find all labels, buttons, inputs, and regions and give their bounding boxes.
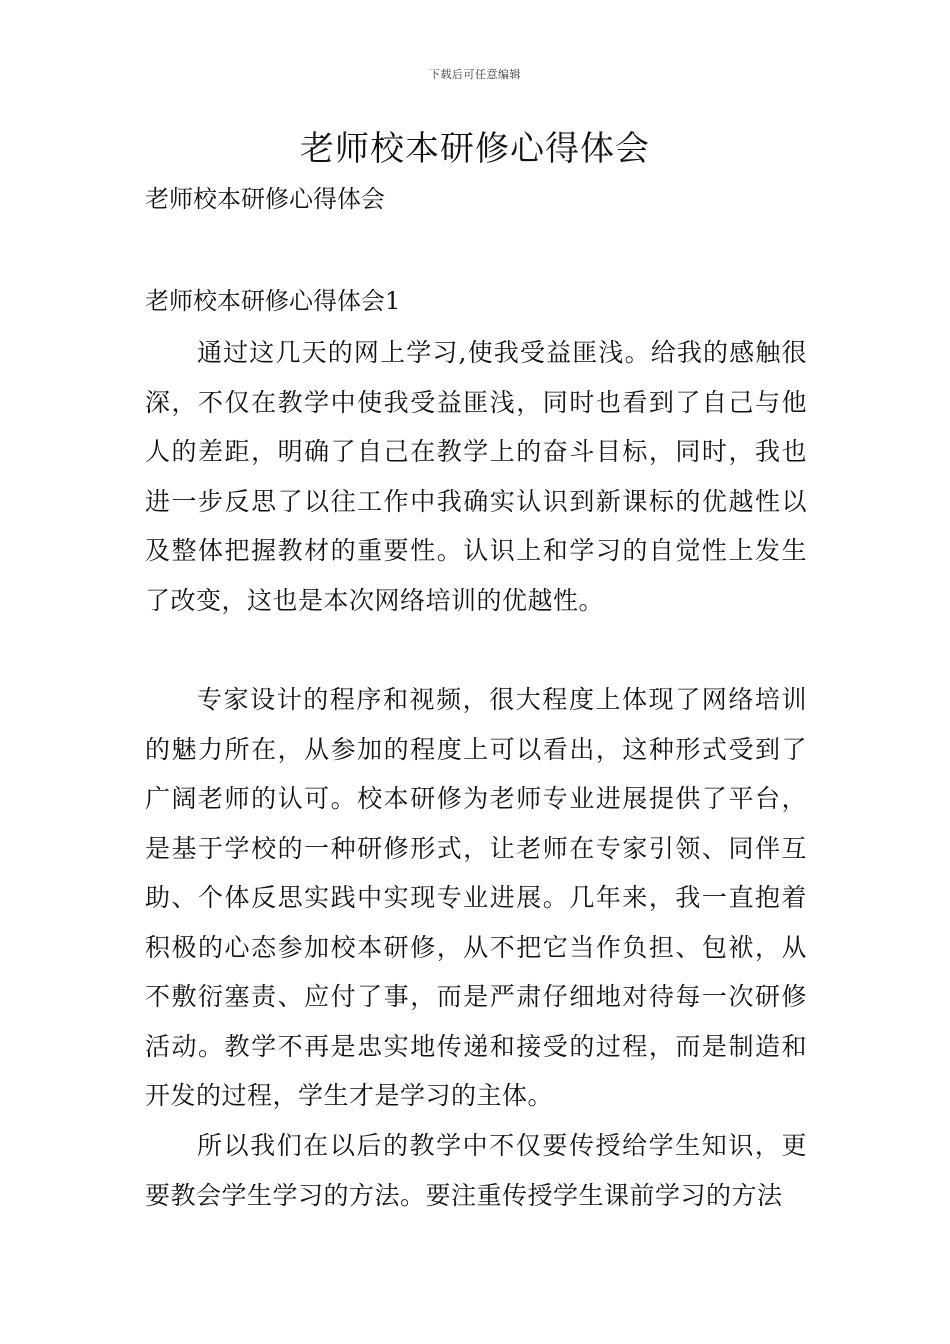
section-heading: 老师校本研修心得体会1 [145, 287, 401, 315]
header-note: 下载后可任意编辑 [429, 68, 521, 81]
paragraph-1: 通过这几天的网上学习,使我受益匪浅。给我的感触很深，不仅在教学中使我受益匪浅，同时也看到了自己与他人的差距，明确了自己在教学上的奋斗目标，同时，我也进一步反思了以往工作中我确实认识到新课标的优越性以及整体把握教材的重要性。认识上和学习的自觉性上发生了改变，这也是本次网络培训的优越性。 [145, 338, 807, 615]
paragraph-2: 专家设计的程序和视频，很大程度上体现了网络培训的魅力所在，从参加的程度上可以看出，这种形式受到了广阔老师的认可。校本研修为老师专业进展提供了平台，是基于学校的一种研修形式，让老师在专家引领、同伴互助、个体反思实践中实现专业进展。几年来，我一直抱着积极的心态参加校本研修，从不把它当作负担、包袱，从不敷衍塞责、应付了事，而是严肃仔细地对待每一次研修活动。教学不再是忠实地传递和接受的过程，而是制造和开发的过程，学生才是学习的主体。 [145, 685, 807, 1110]
document-subtitle: 老师校本研修心得体会 [145, 185, 385, 213]
document-title: 老师校本研修心得体会 [300, 129, 650, 169]
paragraph-3: 所以我们在以后的教学中不仅要传授给学生知识，更要教会学生学习的方法。要注重传授学生课前学习的方法 [145, 1131, 807, 1210]
